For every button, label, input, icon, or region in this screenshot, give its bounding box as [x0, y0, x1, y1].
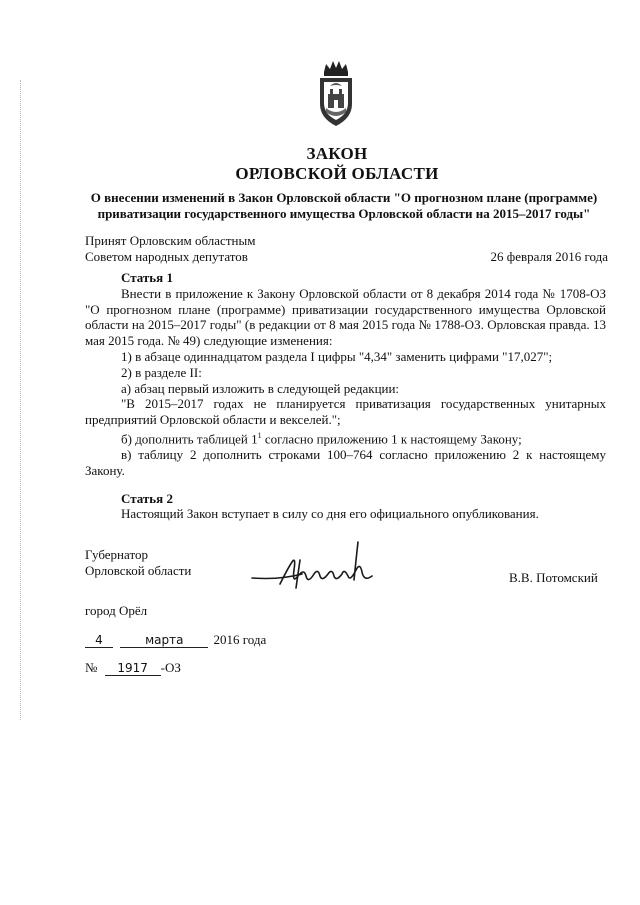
law-number-value: 1917: [105, 661, 161, 676]
article1-item2a: а) абзац первый изложить в следующей редакции:: [121, 380, 400, 396]
coat-of-arms-icon: [316, 58, 356, 130]
article1-item2b-post: согласно приложению 1 к настоящему Закону;: [261, 431, 522, 447]
signatory-position-line1: Губернатор: [85, 547, 148, 562]
adoption-date: 26 февраля 2016 года: [490, 249, 608, 264]
article1-item2b-pre: б) дополнить таблицей 1: [121, 431, 258, 447]
signatory-position-line2: Орловской области: [85, 563, 192, 578]
signing-city: город Орёл: [85, 603, 148, 618]
law-body: [85, 270, 606, 522]
adoption-block: [85, 233, 255, 265]
law-number-prefix: №: [85, 660, 98, 675]
law-title-line1: ЗАКОН: [306, 144, 368, 163]
signing-month: марта: [120, 633, 208, 648]
law-subtitle: О внесении изменений в Закон Орловской области "О прогнозном плане (программе) приватизации государственного имущества Орловской области на 2015–2017 годы": [90, 190, 598, 221]
article1-item1: 1) в абзаце одиннадцатом раздела I цифры "4,34" заменить цифрами "17,027";: [121, 348, 553, 364]
article2-text: Настоящий Закон вступает в силу со дня его официального опубликования.: [121, 506, 539, 522]
adoption-line1: Принят Орловским областным: [85, 233, 256, 248]
law-number: [85, 660, 181, 676]
law-number-suffix: -ОЗ: [160, 660, 181, 675]
article2-title: Статья 2: [121, 490, 173, 506]
article1-quote: "В 2015–2017 годах не планируется приватизация государственных унитарных предприятий Орловской области и векселей.";: [85, 396, 606, 428]
article1-title: Статья 1: [121, 270, 173, 285]
signatory-name: В.В. Потомский: [509, 570, 598, 585]
law-title-line2: ОРЛОВСКОЙ ОБЛАСТИ: [235, 164, 439, 183]
article1-item2b-sup: 1: [257, 430, 262, 440]
handwritten-signature-icon: [240, 540, 390, 600]
article1-item2c: в) таблицу 2 дополнить строками 100–764 согласно приложению 2 к настоящему Закону.: [85, 447, 606, 478]
article1-intro: Внести в приложение к Закону Орловской области от 8 декабря 2014 года № 1708-ОЗ "О прогнозном плане (программе) приватизации государственного имущества Орловской области на 2015–2017 годы" (в редакции от 8 мая 2015 года № 1788-ОЗ. Орловская правда. 13 мая 2015 года. № 49) следующие изменения:: [85, 285, 606, 349]
signing-date: [85, 632, 266, 648]
signing-year: 2016 года: [213, 632, 267, 647]
article1-item2b: [85, 428, 606, 447]
signing-day: 4: [85, 633, 113, 648]
signatory-position: [85, 547, 191, 579]
adoption-line2: Советом народных депутатов: [85, 249, 248, 264]
article1-item2: 2) в разделе II:: [121, 364, 202, 380]
